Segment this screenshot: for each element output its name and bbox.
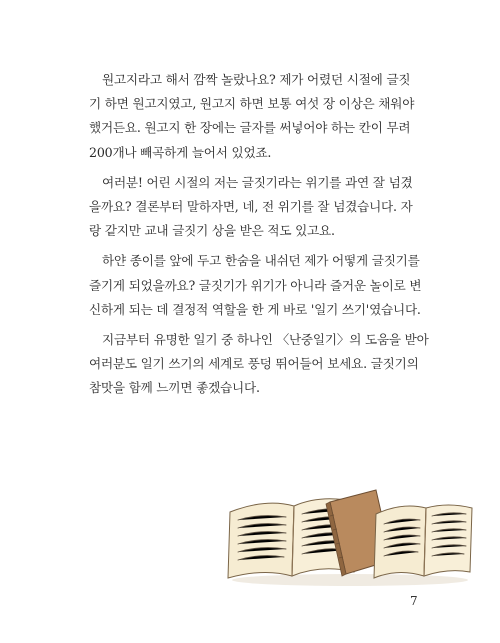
text-line: 200개나 빼곡하게 늘어서 있었죠. bbox=[89, 144, 272, 160]
text-line: 했거든요. 원고지 한 장에는 글자를 써넣어야 하는 칸이 무려 bbox=[89, 120, 411, 136]
text-line: 하얀 종이를 앞에 두고 한숨을 내쉬던 제가 어떻게 글짓기를 bbox=[102, 253, 420, 269]
text-line: 을까요? 결론부터 말하자면, 네, 전 위기를 잘 넘겼습니다. 자 bbox=[89, 199, 413, 215]
text-line: 원고지라고 해서 깜짝 놀랐나요? 제가 어렸던 시절에 글짓 bbox=[102, 72, 411, 87]
text-line: 기 하면 원고지였고, 원고지 하면 보통 여섯 장 이상은 채워야 bbox=[89, 96, 415, 112]
paragraph-3 bbox=[89, 249, 441, 322]
text-line: 랑 같지만 교내 글짓기 상을 받은 적도 있고요. bbox=[89, 223, 335, 239]
open-old-books-icon bbox=[226, 472, 474, 590]
right-open-book bbox=[374, 505, 472, 578]
paragraph-4 bbox=[89, 328, 441, 401]
page-number: 7 bbox=[410, 594, 418, 608]
body-text bbox=[89, 68, 441, 407]
text-line: 여러분도 일기 쓰기의 세계로 풍덩 뛰어들어 보세요. 글짓기의 bbox=[89, 356, 419, 372]
text-line: 여러분! 어린 시절의 저는 글짓기라는 위기를 과연 잘 넘겼 bbox=[102, 174, 413, 190]
paragraph-2 bbox=[89, 171, 441, 244]
text-line: 즐기게 되었을까요? 글짓기가 위기가 아니라 즐거운 놀이로 변 bbox=[89, 277, 422, 293]
paragraph-1 bbox=[89, 68, 441, 165]
text-line: 참맛을 함께 느끼면 좋겠습니다. bbox=[89, 380, 260, 396]
text-line: 신하게 되는 데 결정적 역할을 한 게 바로 '일기 쓰기'였습니다. bbox=[89, 301, 421, 317]
text-line: 지금부터 유명한 일기 중 하나인 〈난중일기〉의 도움을 받아 bbox=[102, 332, 429, 348]
